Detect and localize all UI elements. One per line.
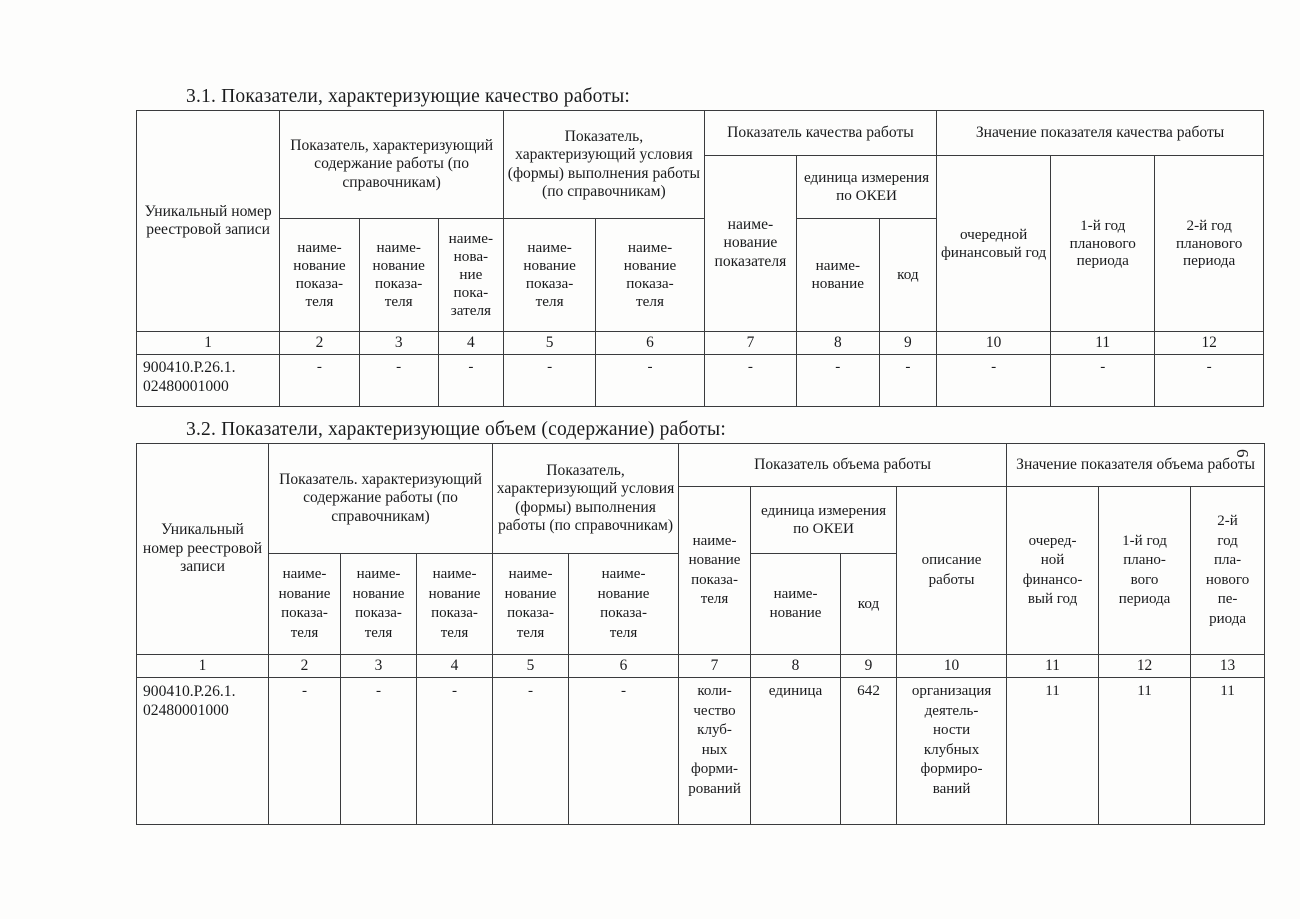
table-header-row-1 [137, 111, 1264, 156]
col-num-8: 8 [797, 332, 880, 355]
header-plan-year-2: 2-й год пла- нового пе- риода [1191, 487, 1265, 655]
col-num-11: 11 [1051, 332, 1155, 355]
col-num-9: 9 [879, 332, 937, 355]
header-unit-okei: единица измерения по ОКЕИ [797, 156, 937, 219]
col-num-1: 1 [137, 332, 280, 355]
cell-plan-year-2: 11 [1191, 678, 1265, 825]
header-plan-year-1: 1-й год планового периода [1051, 156, 1155, 332]
header-registry-number: Уникальный номер реестровой записи [137, 111, 280, 332]
header-indicator-name-5: наиме- нование показа- теля [503, 219, 595, 332]
header-volume-indicator: Показатель объема работы [679, 444, 1007, 487]
cell-col-10: - [937, 355, 1051, 407]
cell-plan-year-1: 11 [1099, 678, 1191, 825]
header-indicator-name-6: наиме- нование показа- теля [569, 554, 679, 655]
col-num-7: 7 [679, 655, 751, 678]
cell-col-9: - [879, 355, 937, 407]
header-indicator-name-7: наиме- нование показателя [704, 156, 796, 332]
header-unit-name: наиме- нование [797, 219, 880, 332]
col-num-9: 9 [841, 655, 897, 678]
col-num-4: 4 [417, 655, 493, 678]
header-unit-okei: единица измерения по ОКЕИ [751, 487, 897, 554]
cell-registry-number: 900410.Р.26.1. 02480001000 [137, 355, 280, 407]
volume-indicators-table [136, 443, 1265, 825]
cell-unit-name: единица [751, 678, 841, 825]
header-conditions-indicator: Показатель, характеризующий условия (формы) выполнения работы (по справочникам) [493, 444, 679, 554]
header-content-indicator: Показатель. характеризующий содержание работы (по справочникам) [269, 444, 493, 554]
quality-indicators-table [136, 110, 1264, 407]
table-row [137, 678, 1265, 825]
cell-col-5: - [493, 678, 569, 825]
header-plan-year-2: 2-й год планового периода [1155, 156, 1264, 332]
table-row [137, 355, 1264, 407]
header-indicator-name-7: наиме- нование показа- теля [679, 487, 751, 655]
col-num-12: 12 [1099, 655, 1191, 678]
header-plan-year-1: 1-й год плано- вого периода [1099, 487, 1191, 655]
col-num-2: 2 [280, 332, 359, 355]
cell-col-2: - [280, 355, 359, 407]
header-indicator-name-5: наиме- нование показа- теля [493, 554, 569, 655]
header-quality-value: Значение показателя качества работы [937, 111, 1264, 156]
col-num-5: 5 [493, 655, 569, 678]
col-num-10: 10 [937, 332, 1051, 355]
col-num-6: 6 [596, 332, 705, 355]
cell-col-2: - [269, 678, 341, 825]
col-num-6: 6 [569, 655, 679, 678]
col-num-11: 11 [1007, 655, 1099, 678]
header-current-year: очередной финансовый год [937, 156, 1051, 332]
column-number-row [137, 332, 1264, 355]
col-num-7: 7 [704, 332, 796, 355]
cell-registry-number: 900410.Р.26.1. 02480001000 [137, 678, 269, 825]
header-indicator-name-6: наиме- нование показа- теля [596, 219, 705, 332]
col-num-10: 10 [897, 655, 1007, 678]
header-unit-code: код [841, 554, 897, 655]
cell-col-5: - [503, 355, 595, 407]
header-indicator-name-3: наиме- нование показа- теля [359, 219, 438, 332]
header-unit-code: код [879, 219, 937, 332]
header-volume-value: Значение показателя объема работы [1007, 444, 1265, 487]
cell-col-3: - [359, 355, 438, 407]
header-quality-indicator: Показатель качества работы [704, 111, 936, 156]
col-num-5: 5 [503, 332, 595, 355]
header-registry-number: Уникальный номер реестровой записи [137, 444, 269, 655]
cell-col-3: - [341, 678, 417, 825]
col-num-3: 3 [359, 332, 438, 355]
cell-col-7: - [704, 355, 796, 407]
header-unit-name: наиме- нование [751, 554, 841, 655]
col-num-1: 1 [137, 655, 269, 678]
cell-work-description: организация деятель- ности клубных формиро- ваний [897, 678, 1007, 825]
header-indicator-name-3: наиме- нование показа- теля [341, 554, 417, 655]
header-work-description: описание работы [897, 487, 1007, 655]
cell-unit-code: 642 [841, 678, 897, 825]
cell-col-12: - [1155, 355, 1264, 407]
col-num-2: 2 [269, 655, 341, 678]
cell-col-6: - [596, 355, 705, 407]
col-num-4: 4 [438, 332, 503, 355]
page-number: 6 [1233, 449, 1252, 458]
col-num-8: 8 [751, 655, 841, 678]
header-conditions-indicator: Показатель, характеризующий условия (формы) выполнения работы (по справочникам) [503, 111, 704, 219]
header-indicator-name-2: наиме- нование показа- теля [269, 554, 341, 655]
section-title-quality: 3.1. Показатели, характеризующие качество работы: [186, 86, 630, 107]
cell-col-6: - [569, 678, 679, 825]
cell-current-year: 11 [1007, 678, 1099, 825]
cell-col-11: - [1051, 355, 1155, 407]
header-content-indicator: Показатель, характеризующий содержание работы (по справочникам) [280, 111, 504, 219]
column-number-row [137, 655, 1265, 678]
cell-indicator-name: коли- чество клуб- ных форми- рований [679, 678, 751, 825]
cell-col-4: - [417, 678, 493, 825]
header-indicator-name-2: наиме- нование показа- теля [280, 219, 359, 332]
cell-col-8: - [797, 355, 880, 407]
col-num-12: 12 [1155, 332, 1264, 355]
header-indicator-name-4: наиме- нова- ние пока- зателя [438, 219, 503, 332]
header-indicator-name-4: наиме- нование показа- теля [417, 554, 493, 655]
table-header-row-1 [137, 444, 1265, 487]
header-current-year: очеред- ной финансо- вый год [1007, 487, 1099, 655]
section-title-volume: 3.2. Показатели, характеризующие объем (содержание) работы: [186, 419, 726, 440]
col-num-13: 13 [1191, 655, 1265, 678]
col-num-3: 3 [341, 655, 417, 678]
cell-col-4: - [438, 355, 503, 407]
